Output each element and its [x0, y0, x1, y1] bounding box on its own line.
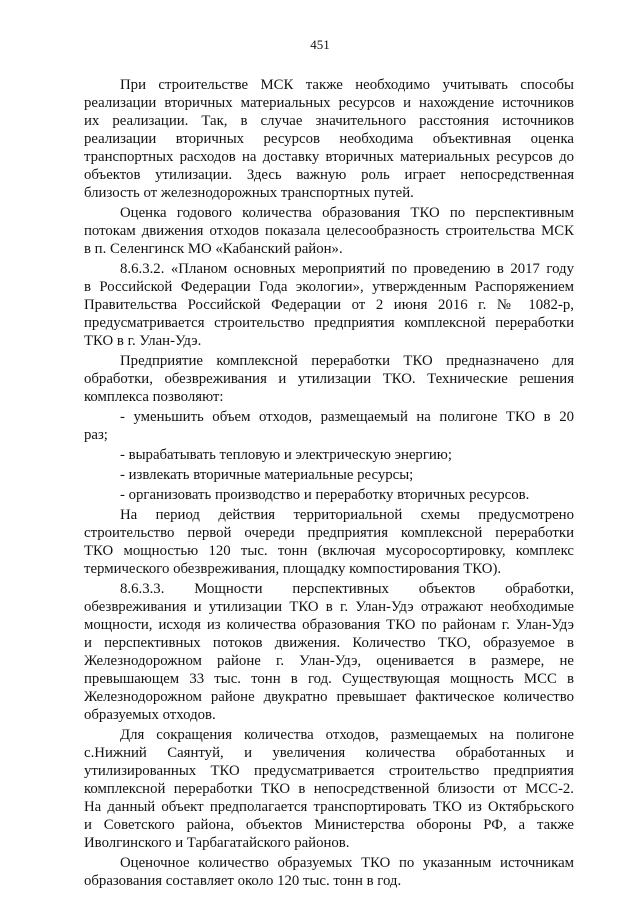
text-line: Правительства Российской Федерации от 2 июня 2016 г. № 1082-р,	[84, 297, 574, 313]
text-line: Иволгинского и Тарбагатайского районов.	[84, 835, 350, 851]
text-line: предусматривается строительство предприятия комплексной переработки	[84, 315, 574, 331]
text-line: Железнодорожном районе двукратно превышает фактическое количество	[84, 689, 574, 705]
text-line: комплекса позволяют:	[84, 389, 224, 405]
text-line: и Советского района, объектов Министерства обороны РФ, а также	[84, 817, 574, 833]
text-line: На период действия территориальной схемы предусмотрено	[120, 507, 574, 523]
text-line: реализации вторичных ресурсов необходима объективная оценка	[84, 131, 574, 147]
text-line: - уменьшить объем отходов, размещаемый на полигоне ТКО в 20	[120, 409, 574, 425]
text-line: превышающем 33 тыс. тонн в год. Существующая мощность МСС в	[84, 671, 574, 687]
list-item-reduce-volume	[84, 408, 574, 444]
text-line: Предприятие комплексной переработки ТКО предназначено для	[120, 353, 574, 369]
list-item-extract-resources	[84, 466, 574, 484]
text-line: в п. Селенгинск МО «Кабанский район».	[84, 241, 343, 257]
text-line: образуемых отходов.	[84, 707, 216, 723]
text-line: и перспективных потоков движения. Количество ТКО, образуемое в	[84, 635, 574, 651]
text-line: Оценка годового количества образования ТКО по перспективным	[120, 205, 574, 221]
paragraph-section-8-6-3-2	[84, 260, 574, 350]
paragraph-first-stage	[84, 506, 574, 578]
text-line: ТКО мощностью 120 тыс. тонн (включая мусоросортировку, комплекс	[84, 543, 574, 559]
text-line: обезвреживания и утилизации ТКО в г. Улан-Удэ отражают необходимые	[84, 599, 574, 615]
text-line: термического обезвреживания, площадку компостирования ТКО).	[84, 561, 502, 577]
text-line: комплексной переработки ТКО в непосредственной близости от МСС-2.	[84, 781, 574, 797]
text-line: - вырабатывать тепловую и электрическую энергию;	[120, 447, 452, 463]
text-line: транспортных расходов на доставку вторичных материальных ресурсов до	[84, 149, 574, 165]
text-line: их реализации. Так, в случае значительного расстояния источников	[84, 113, 574, 129]
text-line: раз;	[84, 427, 108, 443]
paragraph-section-8-6-3-3	[84, 580, 574, 724]
paragraph-tko-assessment	[84, 204, 574, 258]
text-line: близость от железнодорожных транспортных путей.	[84, 185, 414, 201]
text-line: строительство первой очереди предприятия комплексной переработки	[84, 525, 574, 541]
paragraph-msk-secondary-resources	[84, 76, 574, 202]
text-line: объектов утилизации. Здесь важную роль играет непосредственная	[84, 167, 574, 183]
text-line: - организовать производство и переработку вторичных ресурсов.	[120, 487, 530, 503]
text-line: 8.6.3.3. Мощности перспективных объектов обработки,	[120, 581, 574, 597]
text-line: На данный объект предполагается транспортировать ТКО из Октябрьского	[84, 799, 574, 815]
paragraph-enterprise-purpose	[84, 352, 574, 406]
text-line: - извлекать вторичные материальные ресурсы;	[120, 467, 414, 483]
paragraph-waste-reduction	[84, 726, 574, 852]
list-item-organize-production	[84, 486, 574, 504]
text-line: мощности, исходя из количества образования ТКО по районам г. Улан-Удэ	[84, 617, 574, 633]
text-line: реализации вторичных материальных ресурсов и нахождение источников	[84, 95, 574, 111]
text-line: Оценочное количество образуемых ТКО по указанным источникам	[120, 855, 574, 871]
paragraph-estimated-quantity	[84, 854, 574, 890]
text-line: с.Нижний Саянтуй, и увеличения количества обработанных и	[84, 745, 574, 761]
list-item-generate-energy	[84, 446, 574, 464]
page-content	[84, 76, 574, 890]
text-line: в Российской Федерации Года экологии», утвержденным Распоряжением	[84, 279, 574, 295]
text-line: утилизированных ТКО предусматривается строительство предприятия	[84, 763, 574, 779]
page-number: 451	[310, 37, 330, 52]
text-line: обработки, обезвреживания и утилизации ТКО. Технические решения	[84, 371, 574, 387]
text-line: потокам движения отходов показала целесообразность строительства МСК	[84, 223, 574, 239]
text-line: 8.6.3.2. «Планом основных мероприятий по проведению в 2017 году	[120, 261, 574, 277]
text-line: При строительстве МСК также необходимо учитывать способы	[120, 77, 574, 93]
text-line: образования составляет около 120 тыс. тонн в год.	[84, 873, 402, 889]
text-line: Для сокращения количества отходов, размещаемых на полигоне	[120, 727, 574, 743]
text-line: ТКО в г. Улан-Удэ.	[84, 333, 202, 349]
text-line: Железнодорожном районе г. Улан-Удэ, оценивается в размере, не	[84, 653, 574, 669]
